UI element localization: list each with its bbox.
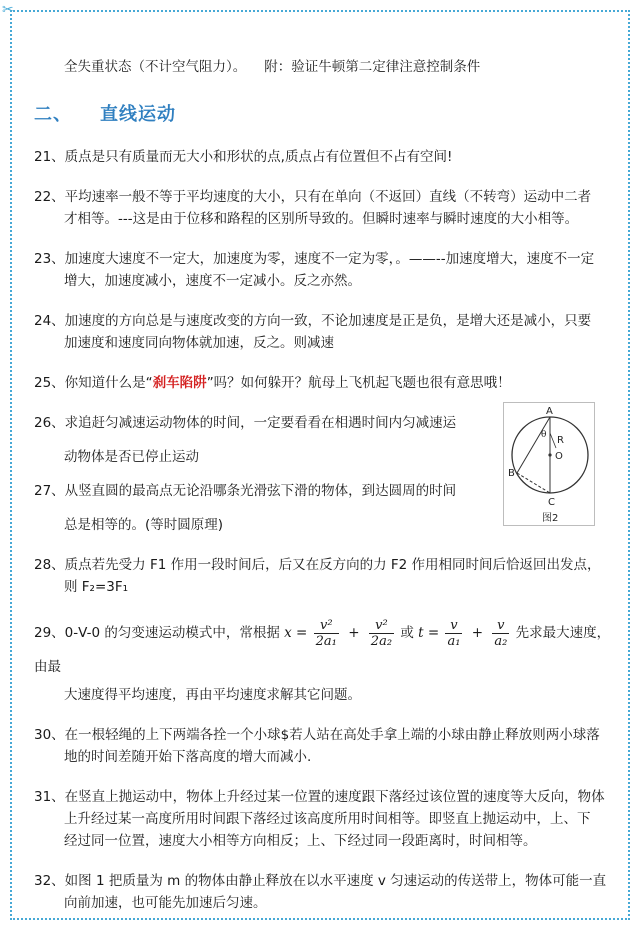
label-O: O bbox=[555, 451, 563, 462]
item-31-line-2: 上升经过某一高度所用时间跟下落经过该高度所用时间相等。即竖直上抛运动中，上、下 bbox=[64, 811, 591, 827]
fraction-4-numerator: v bbox=[492, 618, 509, 634]
item-24-line-2: 加速度和速度同向物体就加速，反之。则减速 bbox=[64, 335, 334, 351]
section-number: 二、 bbox=[34, 104, 72, 125]
item-22 bbox=[34, 186, 614, 230]
item-30 bbox=[34, 724, 614, 768]
item-22-line-1: 22、平均速率一般不等于平均速度的大小，只有在单向（不返回）直线（不转弯）运动中二者 bbox=[34, 189, 592, 205]
label-B: B bbox=[508, 468, 515, 479]
item-28-line-2: 则 F₂=3F₁ bbox=[64, 579, 129, 595]
section-heading bbox=[34, 104, 614, 126]
fraction-3-denominator: a₁ bbox=[447, 633, 461, 649]
plus-sign-2: + bbox=[471, 625, 484, 641]
item-24-line-1: 24、加速度的方向总是与速度改变的方向一致，不论加速度是正是负，是增大还是减小，只要 bbox=[34, 313, 592, 329]
item-29-post: 先求最大速度，由最 bbox=[34, 625, 611, 675]
item-31 bbox=[34, 786, 614, 852]
or-text: 或 bbox=[400, 625, 414, 641]
item-28 bbox=[34, 554, 614, 598]
fraction-1-denominator: 2a₁ bbox=[315, 633, 337, 649]
center-point bbox=[548, 453, 551, 456]
item-21 bbox=[34, 146, 614, 168]
fraction-3 bbox=[445, 618, 462, 649]
item-21-line-1: 21、质点是只有质量而无大小和形状的点,质点占有位置但不占有空间! bbox=[34, 149, 453, 165]
item-25-pre: 25、你知道什么是“ bbox=[34, 375, 153, 391]
fraction-4-denominator: a₂ bbox=[494, 633, 508, 649]
item-26-line-2: 动物体是否已停止运动 bbox=[64, 449, 199, 465]
item-30-line-1: 30、在一根轻绳的上下两端各拴一个小球$若人站在高处手拿上端的小球由静止释放则两小球落 bbox=[34, 727, 600, 743]
radius-marker bbox=[550, 433, 556, 448]
item-29-line-1 bbox=[34, 616, 614, 684]
item-25-post: ”吗？如何躲开？航母上飞机起飞题也很有意思哦！ bbox=[206, 375, 511, 391]
formula-t: t = bbox=[418, 625, 440, 641]
scissors-icon: ✂ bbox=[2, 2, 14, 18]
item-32-line-2: 向前加速，也可能先加速后匀速。 bbox=[64, 895, 267, 911]
fraction-1-numerator: v² bbox=[314, 618, 339, 634]
chord-BC bbox=[517, 473, 550, 493]
fraction-2 bbox=[369, 618, 394, 649]
item-26-line-1: 26、求追赶匀减速运动物体的时间，一定要看看在相遇时间内匀减速运 bbox=[34, 415, 457, 431]
item-29-pre: 29、0-V-0 的匀变速运动模式中，常根据 bbox=[34, 625, 280, 641]
fraction-2-numerator: v² bbox=[369, 618, 394, 634]
fraction-2-denominator: 2a₂ bbox=[370, 633, 393, 649]
figure-equal-time-circle bbox=[503, 402, 595, 526]
figure-caption: 图2 bbox=[542, 513, 559, 524]
item-32 bbox=[34, 870, 614, 914]
circle-diagram bbox=[504, 403, 594, 525]
chord-AB bbox=[517, 417, 550, 473]
intro-note: 附：验证牛顿第二定律注意控制条件 bbox=[264, 59, 481, 75]
fraction-3-numerator: v bbox=[445, 618, 462, 634]
item-32-line-1: 32、如图 1 把质量为 m 的物体由静止释放在以水平速度 v 匀速运动的传送带上，物体可能一直 bbox=[34, 873, 607, 889]
item-31-line-1: 31、在竖直上抛运动中，物体上升经过某一位置的速度跟下落经过该位置的速度等大反向，物体 bbox=[34, 789, 605, 805]
item-23-line-2: 增大，加速度减小，速度不一定减小。反之亦然。 bbox=[64, 273, 361, 289]
item-23-line-1: 23、加速度大速度不一定大，加速度为零，速度不一定为零，。——--加速度增大，速度不一定 bbox=[34, 251, 595, 267]
item-24 bbox=[34, 310, 614, 354]
item-30-line-2: 地的时间差随开始下落高度的增大而减小. bbox=[64, 749, 312, 765]
item-25-line-1 bbox=[34, 372, 614, 394]
item-28-line-1: 28、质点若先受力 F1 作用一段时间后，后又在反方向的力 F2 作用相同时间后恰返回出发点， bbox=[34, 557, 601, 573]
label-R: R bbox=[557, 435, 564, 446]
item-29-line-2: 大速度得平均速度，再由平均速度求解其它问题。 bbox=[64, 687, 361, 703]
plus-sign-1: + bbox=[348, 625, 360, 641]
item-31-line-3: 经过同一位置，速度大小相等方向相反；上、下经过同一段距离时，时间相等。 bbox=[64, 833, 537, 849]
item-27-line-1: 27、从竖直圆的最高点无论沿哪条光滑弦下滑的物体，到达圆周的时间 bbox=[34, 483, 457, 499]
item-23 bbox=[34, 248, 614, 292]
formula-x: x = bbox=[284, 625, 308, 641]
intro-line bbox=[34, 56, 614, 78]
item-27-line-2: 总是相等的。(等时圆原理) bbox=[64, 517, 224, 533]
item-25-highlight: 刹车陷阱 bbox=[152, 375, 207, 391]
label-C: C bbox=[548, 497, 555, 508]
item-22-line-2: 才相等。---这是由于位移和路程的区别所导致的。但瞬时速率与瞬时速度的大小相等。 bbox=[64, 211, 579, 227]
intro-text: 全失重状态（不计空气阻力）。 bbox=[64, 59, 247, 75]
fraction-4 bbox=[492, 618, 509, 649]
item-29 bbox=[34, 616, 614, 706]
label-theta: θ bbox=[541, 430, 547, 440]
fraction-1 bbox=[314, 618, 339, 649]
label-A: A bbox=[546, 406, 553, 417]
item-25 bbox=[34, 372, 614, 394]
section-title: 直线运动 bbox=[100, 104, 176, 125]
